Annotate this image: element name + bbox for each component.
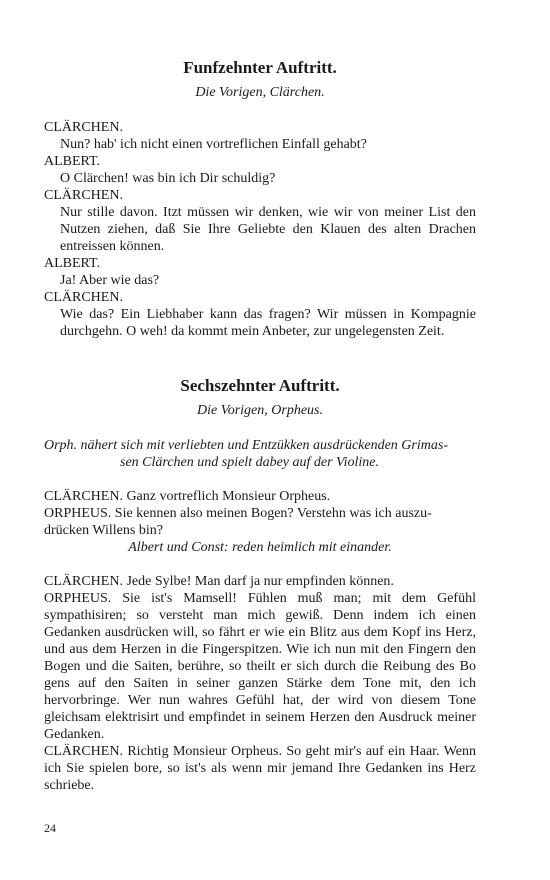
dialogue-line: Nun? hab' ich nicht einen vortreflichen Einfall gehabt? <box>60 137 367 152</box>
scene-16-title: Sechszehnter Auftritt. <box>180 376 340 395</box>
scene-16-dialogue-1 <box>44 488 476 556</box>
dialogue-line: Ja! Aber wie das? <box>60 273 160 288</box>
dialogue-paragraph: ORPHEUS. Sie ist's Mamsell! Fühlen muß man; mit dem Gefühl sympathisiren; so versteht man mich gewiß. Denn indem ich einen Gedanken ausdrücken will, so fährt er wie ein Blitz aus dem Kopf ins Herz, und aus dem Herzen in die Fingerspitzen. Wie ich nun mit den Fingern den Bogen und die Saiten, berühre, so theilt er sich durch die Reibung des Bo gens auf den Saiten in seiner ganzen Stärke dem Tone mit, den ich hervorbringe. Wer nun wahres Gefühl hat, der wird von diesem Tone gleichsam elektrisirt und empfindet in seinem Herzen den Ausdruck meiner Gedanken. <box>44 591 476 742</box>
dialogue-line: Nur stille davon. Itzt müssen wir denken, wie wir von meiner List den Nutzen ziehen, daß Sie Ihre Geliebte den Klauen des alten Drachen entreissen können. <box>60 205 476 254</box>
stage-direction <box>44 437 476 471</box>
stage-direction-line: Orph. nähert sich mit verliebten und Entzükken ausdrückenden Grimas- <box>44 438 448 453</box>
dialogue-paragraph: CLÄRCHEN. Ganz vortreflich Monsieur Orpheus. <box>44 489 331 504</box>
scene-15-title: Funfzehnter Auftritt. <box>183 58 337 77</box>
page-number: 24 <box>44 821 56 835</box>
speaker-label: CLÄRCHEN. <box>44 120 123 135</box>
speaker-label: CLÄRCHEN. <box>44 290 123 305</box>
scene-15-cast: Die Vorigen, Clärchen. <box>195 85 325 100</box>
dialogue-paragraph: CLÄRCHEN. Jede Sylbe! Man darf ja nur empfinden können. <box>44 574 394 589</box>
dialogue-paragraph-line: ORPHEUS. Sie kennen also meinen Bogen? Verstehn was ich auszu- <box>44 506 432 521</box>
dialogue-line: O Clärchen! was bin ich Dir schuldig? <box>60 171 276 186</box>
scene-16-cast: Die Vorigen, Orpheus. <box>197 403 323 418</box>
stage-direction-line: sen Clärchen und spielt dabey auf der Violine. <box>120 455 379 470</box>
dialogue-paragraph: CLÄRCHEN. Richtig Monsieur Orpheus. So geht mir's auf ein Haar. Wenn ich Sie spielen bore, so ist's als wenn mir jemand Ihre Gedanken ins Herz schriebe. <box>44 744 476 793</box>
dialogue-line: Wie das? Ein Liebhaber kann das fragen? Wir müssen in Kompagnie durchgehn. O weh! da kommt mein Anbeter, zur ungelegensten Zeit. <box>60 307 476 339</box>
dialogue-paragraph-line: drücken Willens bin? <box>44 523 163 538</box>
speaker-label: ALBERT. <box>44 256 101 271</box>
scene-15-dialogue <box>44 119 476 340</box>
speaker-label: CLÄRCHEN. <box>44 188 123 203</box>
speaker-label: ALBERT. <box>44 154 101 169</box>
stage-direction-inline: Albert und Const: reden heimlich mit einander. <box>128 540 392 555</box>
scene-16-dialogue-2 <box>44 573 476 794</box>
